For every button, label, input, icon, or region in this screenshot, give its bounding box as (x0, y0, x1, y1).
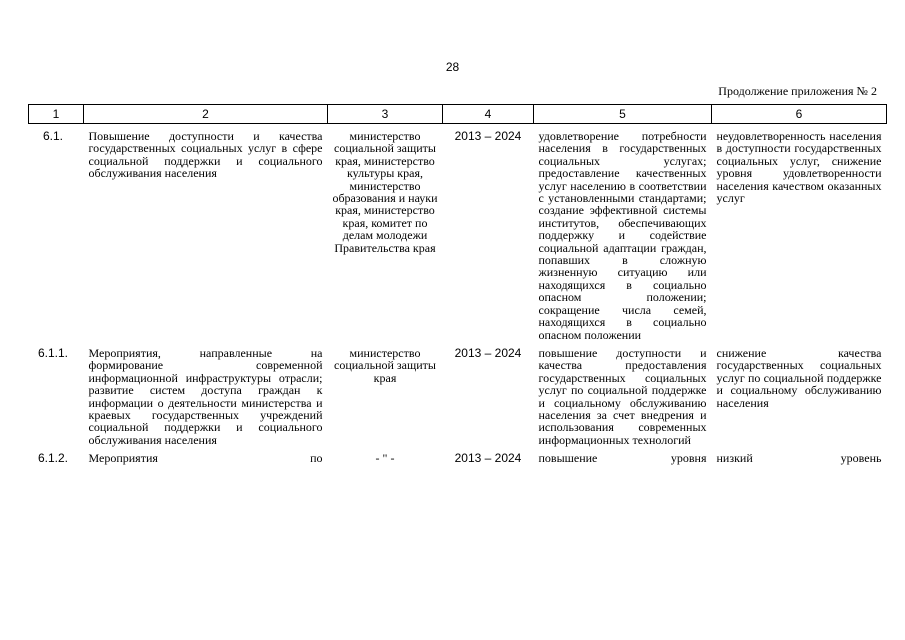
row-number: 6.1. (42, 129, 63, 143)
header-col-1: 1 (29, 105, 84, 124)
row-number: 6.1.2. (37, 451, 69, 466)
table-header-row (29, 105, 887, 124)
appendix-continuation-label: Продолжение приложения № 2 (718, 84, 877, 98)
non-implementation-consequence: неудовлетворенность населения в доступности государственных социальных услуг, снижение уровня удовлетворенности населения качеством оказанных услуг (716, 129, 882, 206)
activities-table (28, 104, 887, 465)
header-col-2: 2 (84, 105, 328, 124)
header-col-4: 4 (443, 105, 534, 124)
non-implementation-consequence: снижение качества государственных социальных услуг по социальной поддержке и социальному обслуживанию населения (716, 345, 882, 410)
header-col-3: 3 (328, 105, 443, 124)
activity-name: Мероприятия, направленные на формирование современной информационной инфраструктуры отрасли; развитие систем доступа граждан к информации о деятельности министерства и краевых государственных учреждений социальной поддержки и социального обслуживания населения (88, 345, 323, 447)
page-number: 28 (445, 60, 460, 74)
table-row (29, 446, 887, 464)
row-number: 6.1.1. (37, 345, 69, 360)
executor: министерство социальной защиты края, министерство культуры края, министерство образования и науки края, министерство края, комитет по делам молодежи Правительства края (332, 129, 438, 255)
non-implementation-consequence: низкий уровень (716, 451, 882, 466)
years: 2013 – 2024 (454, 129, 522, 143)
table-row (29, 341, 887, 446)
expected-result: повышение уровня (538, 451, 707, 466)
activity-name: Повышение доступности и качества государственных социальных услуг в сфере социальной поддержки и социального обслуживания населения (88, 129, 323, 181)
activity-name: Мероприятия по (88, 451, 323, 466)
expected-result: повышение доступности и качества предоставления государственных социальных услуг по социальной поддержке и социальному обслуживанию населения за счет внедрения и использования современных информационных технологий (538, 345, 707, 447)
table-row (29, 124, 887, 341)
expected-result: удовлетворение потребности населения в государственных социальных услугах; предоставление качественных услуг населению в соответствии с установленными стандартами; создание эффективной системы институтов, обеспечивающих поддержку и содействие социальной адаптации граждан, попавших в сложную жизненную ситуацию или находящихся в социально опасном положении; сокращение числа семей, находящихся в социально опасном положении (538, 129, 707, 342)
header-col-5: 5 (534, 105, 712, 124)
header-col-6: 6 (712, 105, 887, 124)
years: 2013 – 2024 (454, 345, 522, 360)
years: 2013 – 2024 (454, 451, 522, 466)
executor: министерство социальной защиты края (334, 345, 436, 385)
executor: - " - (375, 451, 395, 466)
